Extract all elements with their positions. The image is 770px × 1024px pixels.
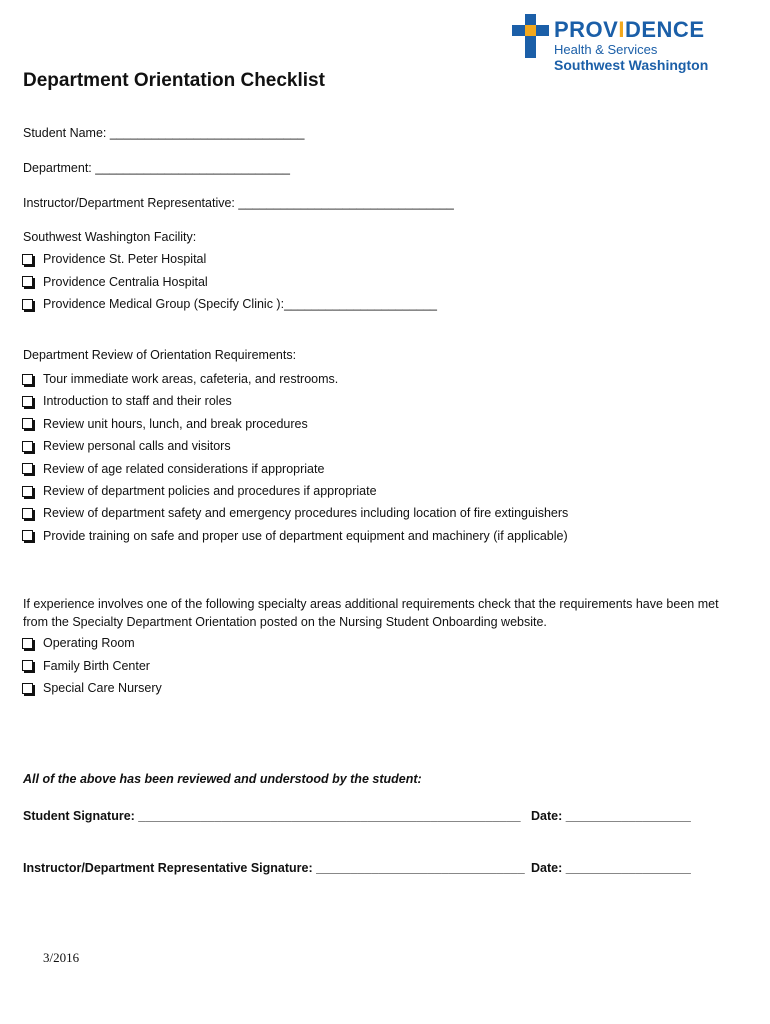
logo-name: PROVIDENCE <box>554 17 705 42</box>
instructor-field[interactable]: Instructor/Department Representative: _______________________________ <box>23 196 454 210</box>
review-label: Review unit hours, lunch, and break procedures <box>43 416 308 431</box>
page-title: Department Orientation Checklist <box>23 70 325 91</box>
specialty-label: Operating Room <box>43 636 135 650</box>
review-item[interactable] <box>22 527 568 545</box>
facility-option-label: Providence Centralia Hospital <box>43 274 208 289</box>
review-item[interactable] <box>22 392 232 410</box>
specialty-label: Special Care Nursery <box>43 681 162 695</box>
acknowledgement-text: All of the above has been reviewed and understood by the student: <box>23 772 422 786</box>
specialty-item[interactable] <box>22 634 135 652</box>
checkbox-icon[interactable] <box>22 374 33 385</box>
student-date-field[interactable]: Date: __________________ <box>531 809 691 823</box>
department-field[interactable]: Department: ____________________________ <box>23 161 290 175</box>
specialty-item[interactable] <box>22 679 162 697</box>
instructor-date-field[interactable]: Date: __________________ <box>531 861 691 875</box>
student-signature-field[interactable]: Student Signature: _______________________________________________________ <box>23 809 521 823</box>
facility-option-label: Providence Medical Group (Specify Clinic ):______________________ <box>43 297 438 311</box>
review-item[interactable] <box>22 460 324 478</box>
review-item[interactable] <box>22 504 568 522</box>
review-item[interactable] <box>22 370 338 388</box>
cross-icon <box>512 14 548 58</box>
checkbox-icon[interactable] <box>22 530 33 541</box>
review-label: Review personal calls and visitors <box>43 439 231 454</box>
review-item[interactable] <box>22 415 308 433</box>
review-label: Provide training on safe and proper use of department equipment and machinery (if applicable) <box>43 528 568 543</box>
review-label: Tour immediate work areas, cafeteria, and restrooms. <box>43 372 339 386</box>
specialty-intro: If experience involves one of the following specialty areas additional requirements check that the requirements have been met from the Specialty Department Orientation posted on the Nursing Student Onboarding website. <box>23 597 719 629</box>
checkbox-icon[interactable] <box>22 276 33 287</box>
review-label: Review of department policies and procedures if appropriate <box>43 484 377 498</box>
checkbox-icon[interactable] <box>22 396 33 407</box>
facility-option-item[interactable] <box>22 295 437 313</box>
facility-option-item[interactable] <box>22 273 208 291</box>
checkbox-icon[interactable] <box>22 683 33 694</box>
instructor-signature-field[interactable]: Instructor/Department Representative Signature: ______________________________ <box>23 861 525 875</box>
review-label: Review of department safety and emergency procedures including location of fire extinguishers <box>43 506 569 521</box>
checkbox-icon[interactable] <box>22 638 33 649</box>
checkbox-icon[interactable] <box>22 441 33 452</box>
student-name-field[interactable]: Student Name: ____________________________ <box>23 126 305 140</box>
checkbox-icon[interactable] <box>22 486 33 497</box>
specialty-label: Family Birth Center <box>43 658 150 673</box>
logo-subtitle: Health & Services <box>554 42 658 57</box>
facility-option-item[interactable] <box>22 250 206 268</box>
checkbox-icon[interactable] <box>22 463 33 474</box>
review-label: Department Review of Orientation Requirements: <box>23 348 297 362</box>
revision-date: 3/2016 <box>43 950 80 965</box>
checkbox-icon[interactable] <box>22 418 33 429</box>
providence-logo <box>512 14 722 78</box>
facility-option-label: Providence St. Peter Hospital <box>43 252 207 266</box>
facility-label: Southwest Washington Facility: <box>23 230 197 244</box>
checkbox-icon[interactable] <box>22 508 33 519</box>
review-label: Review of age related considerations if appropriate <box>43 461 325 476</box>
checkbox-icon[interactable] <box>22 254 33 265</box>
specialty-item[interactable] <box>22 657 150 675</box>
checkbox-icon[interactable] <box>22 660 33 671</box>
review-item[interactable] <box>22 482 377 500</box>
review-item[interactable] <box>22 437 231 455</box>
review-label: Introduction to staff and their roles <box>43 394 232 409</box>
checkbox-icon[interactable] <box>22 299 33 310</box>
logo-region: Southwest Washington <box>554 57 709 73</box>
